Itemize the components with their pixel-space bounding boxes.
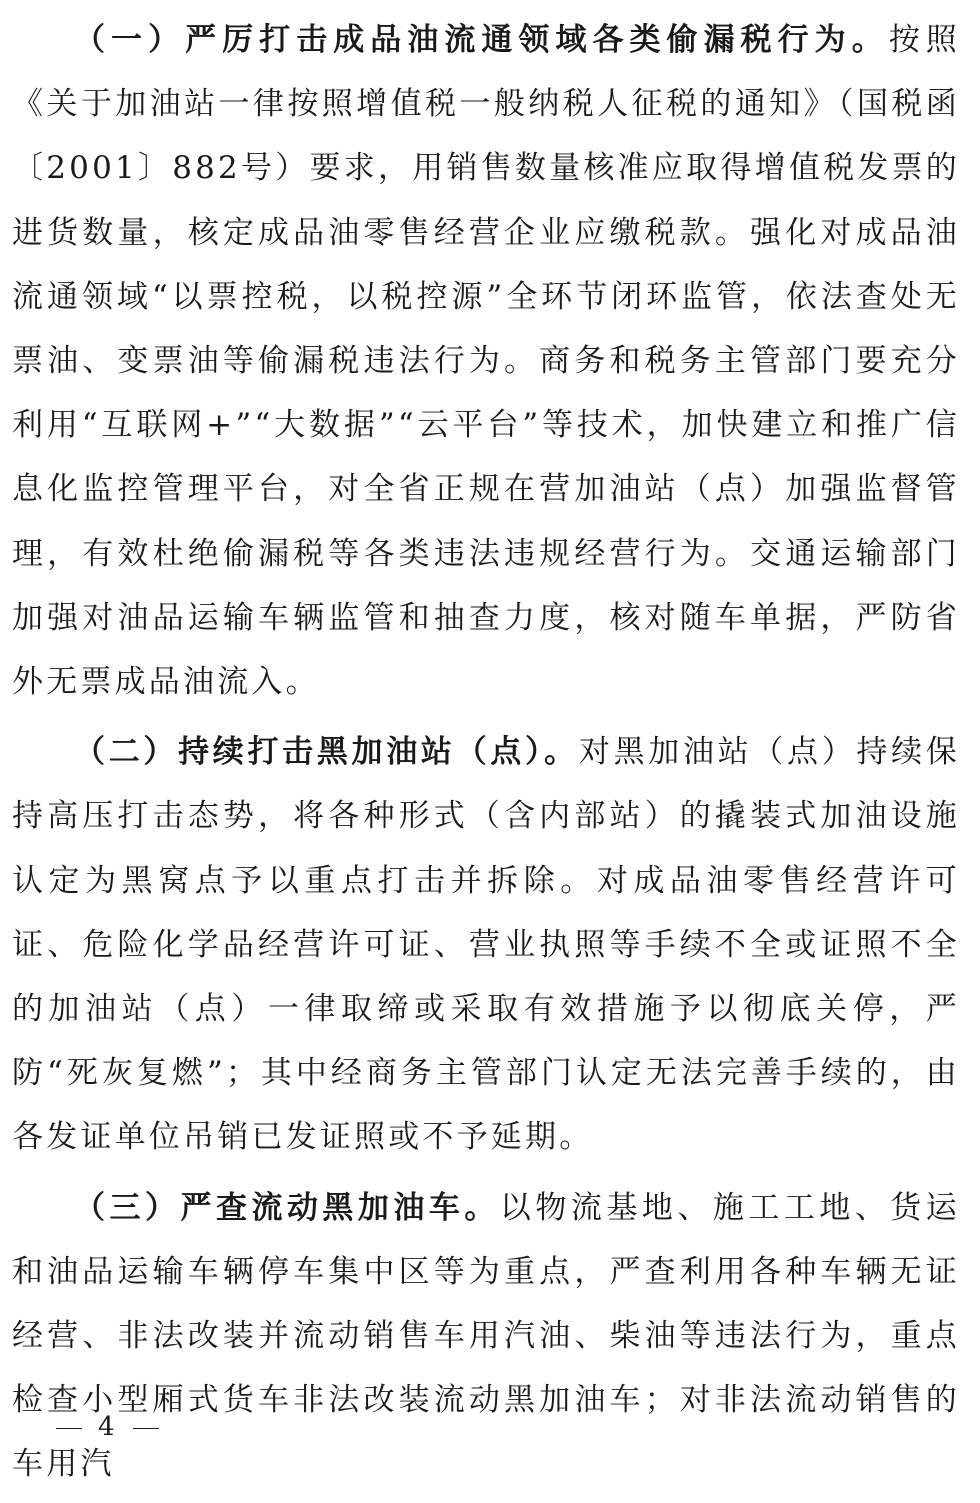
- document-page: [12, 8, 960, 1503]
- footer-dash-left: [56, 1428, 82, 1429]
- paragraph-2-body: 对黑加油站（点）持续保持高压打击态势，将各种形式（含内部站）的撬装式加油设施认定为黑窝点予以重点打击并拆除。对成品油零售经营许可证、危险化学品经营许可证、营业执照等手续不全或证照不全的加油站（点）一律取缔或采取有效措施予以彻底关停，严防“死灰复燃”；其中经商务主管部门认定无法完善手续的，由各发证单位吊销已发证照或不予延期。: [12, 734, 961, 1156]
- paragraph-2: [12, 720, 960, 1169]
- paragraph-1: [12, 8, 960, 714]
- paragraph-1-body: 按照《关于加油站一律按照增值税一般纳税人征税的通知》（国税函〔2001〕882号）要求，用销售数量核准应取得增值税发票的进货数量，核定成品油零售经营企业应缴税款。强化对成品油流通领域“以票控税，以税控源”全环节闭环监管，依法查处无票油、变票油等偷漏税违法行为。商务和税务主管部门要充分利用“互联网+”“大数据”“云平台”等技术，加快建立和推广信息化监控管理平台，对全省正规在营加油站（点）加强监督管理，有效杜绝偷漏税等各类违法违规经营行为。交通运输部门加强对油品运输车辆监管和抽查力度，核对随车单据，严防省外无票成品油流入。: [12, 22, 960, 701]
- footer-dash-right: [133, 1428, 159, 1429]
- paragraph-3: [12, 1176, 960, 1497]
- page-footer: [40, 1412, 175, 1442]
- paragraph-3-heading: （三）严查流动黑加油车。: [74, 1189, 500, 1226]
- paragraph-2-heading: （二）持续打击黑加油站（点）。: [74, 734, 579, 771]
- paragraph-1-heading: （一）严厉打击成品油流通领域各类偷漏税行为。: [74, 22, 889, 58]
- paragraph-3-body: 以物流基地、施工工地、货运和油品运输车辆停车集中区等为重点，严查利用各种车辆无证经营、非法改装并流动销售车用汽油、柴油等违法行为，重点检查小型厢式货车非法改装流动黑加油车；对非法流动销售的车用汽: [12, 1189, 960, 1483]
- page-number: 4: [98, 1412, 117, 1442]
